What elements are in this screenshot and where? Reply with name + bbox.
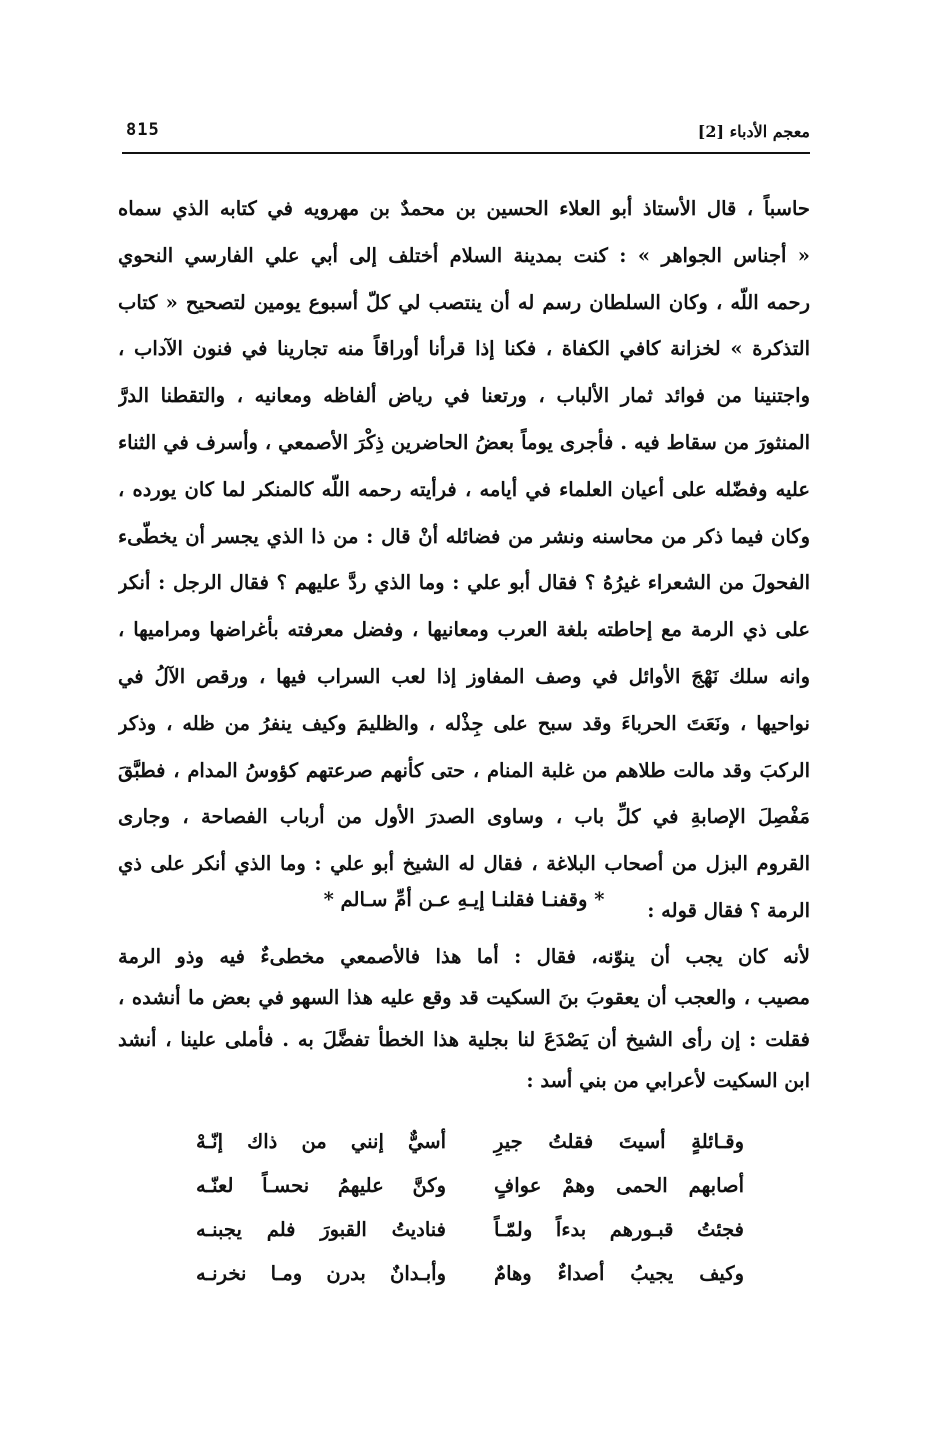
- text-line: وانه سلك نَهْجَ الأوائل في وصف المفاوز إذا لعب السراب فيها ، ورقص الآلُ في: [118, 664, 810, 688]
- poem-first-hemistich: وقـائلةٍ أسيتَ فقلتُ جيرِ: [494, 1130, 744, 1153]
- text-line: ابن السكيت لأعرابي من بني أسد :: [526, 1068, 810, 1092]
- main-paragraph: [118, 186, 810, 935]
- text-line: واجتنينا من فوائد ثمار الألباب ، ورتعنا في رياض ألفاظه ومعانيه ، والتقطنا الدرَّ: [118, 384, 810, 408]
- text-line: التذكرة » لخزانة كافي الكفاة ، فكنا إذا قرأنا أوراقاً منه تجارينا في فنون الآداب ،: [118, 337, 810, 361]
- text-line: على ذي الرمة مع إحاطته بلغة العرب ومعانيها ، وفضل معرفته بأغراضها ومراميها ،: [118, 618, 810, 642]
- text-line: رحمه اللّه ، وكان السلطان رسم له أن ينتصب لي كلّ أسبوع يومين لتصحيح « كتاب: [118, 290, 810, 314]
- verse-quote: * وقفنـا فقلنـا إيـهِ عـن أمِّ سـالم *: [323, 888, 605, 911]
- text-line: « أجناس الجواهر » : كنت بمدينة السلام أختلف إلى أبي علي الفارسي النحوي: [118, 243, 810, 267]
- second-paragraph: [118, 936, 810, 1101]
- text-line: مصيب ، والعجب أن يعقوبَ بنَ السكيت قد وقع عليه هذا السهو في بعض ما أنشده ،: [118, 986, 810, 1010]
- poem-first-hemistich: وكيف يجيبُ أصداءٌ وهامٌ: [494, 1262, 744, 1285]
- running-header: [118, 118, 810, 152]
- poem-verse: [196, 1120, 744, 1164]
- page-number: 815: [126, 120, 160, 140]
- text-line: الفحولَ من الشعراء غيرُهُ ؟ فقال أبو علي : وما الذي ردَّ عليهم ؟ فقال الرجل : أنكر: [118, 571, 810, 595]
- text-line: حاسباً ، قال الأستاذ أبو العلاء الحسين بن محمدٌ بن مهرويه في كتابه الذي سماه: [118, 197, 810, 220]
- text-line: القروم البزل من أصحاب البلاغة ، فقال له الشيخ أبو علي : وما الذي أنكر على ذي: [118, 852, 810, 876]
- poem-second-hemistich: أسيٌّ إنني من ذاك إنّـهْ: [196, 1130, 446, 1153]
- text-line: الركبَ وقد مالت طلاهم من غلبة المنام ، حتى كأنهم صرعتهم كؤوسُ المدام ، فطبَّقَ: [118, 758, 810, 782]
- poem-first-hemistich: فجئتُ قبـورهم بدءاً ولمّـاً: [494, 1218, 744, 1241]
- poem-verse: [196, 1164, 744, 1208]
- poem-second-hemistich: فناديتُ القبورَ فلم يجبنـه: [196, 1218, 446, 1241]
- poem-block: [196, 1120, 744, 1296]
- poem-verse: [196, 1252, 744, 1296]
- poem-verse: [196, 1208, 744, 1252]
- poem-second-hemistich: وأبـدانٌ بدرن ومـا نخرنـه: [196, 1262, 446, 1285]
- text-line: لأنه كان يجب أن ينوّنه، فقال : أما هذا فالأصمعي مخطىءٌ فيه وذو الرمة: [118, 945, 810, 968]
- book-title: معجم الأدباء [2]: [697, 122, 810, 141]
- text-line: المنثورَ من سقاط فيه . فأجرى يوماً بعضُ الحاضرين ذِكْرَ الأصمعي ، وأسرف في الثناء: [118, 430, 810, 454]
- poem-first-hemistich: أصابهم الحمى وهمْ عوافٍ: [494, 1174, 744, 1197]
- text-line: مَفْصِلَ الإصابةِ في كلِّ باب ، وساوى الصدرَ الأول من أرباب الفصاحة ، وجارى: [118, 805, 810, 829]
- poem-second-hemistich: وكنَّ عليهمُ نحسـاً لعنّـه: [196, 1174, 446, 1197]
- text-line: عليه وفضّله على أعيان العلماء في أيامه ، فرأيته رحمه اللّه كالمنكر لما كان يورده ،: [118, 477, 810, 501]
- text-line: فقلت : إن رأى الشيخ أن يَصْدَعَ لنا بجلية هذا الخطأ تفضَّلَ به . فأملى علينا ، أنشد: [118, 1027, 810, 1051]
- header-rule: [122, 152, 810, 154]
- text-line: الرمة ؟ فقال قوله :: [647, 898, 810, 922]
- text-line: وكان فيما ذكر من محاسنه ونشر من فضائله أنْ قال : من ذا الذي يجسر أن يخطّىء: [118, 524, 810, 548]
- text-line: نواحيها ، ونَعَتَ الحرباءَ وقد سبح على جِذْله ، والظليمَ وكيف ينفرُ من ظله ، وذكر: [118, 711, 810, 735]
